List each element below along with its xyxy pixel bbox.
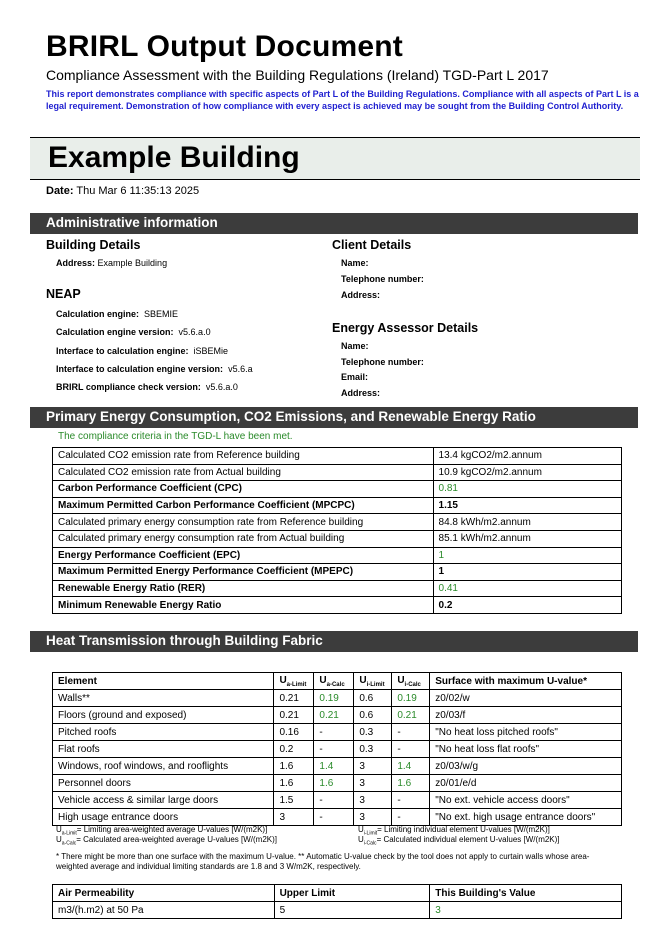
compliance-status: The compliance criteria in the TGD-L have been met.	[58, 431, 293, 442]
building-address	[56, 258, 167, 268]
cell: Windows, roof windows, and rooflights	[53, 758, 274, 775]
client-details-heading: Client Details	[332, 238, 412, 252]
neap-item	[56, 364, 253, 374]
table-row	[53, 464, 622, 481]
air-permeability-table	[52, 884, 622, 919]
section-header-fabric	[30, 631, 638, 652]
u-symbol: U	[397, 674, 405, 686]
u-symbol: U	[56, 825, 62, 834]
cell: 3	[354, 758, 392, 775]
legend-text: = Limiting individual element U-values [W/(m2K)]	[377, 825, 550, 834]
u-symbol: U	[279, 674, 287, 686]
col-header: Element	[53, 673, 274, 690]
table-row	[53, 481, 622, 498]
field-label: Telephone number:	[341, 274, 424, 284]
u-symbol: U	[358, 835, 364, 844]
cell: 0.21	[392, 707, 430, 724]
cell: "No heat loss pitched roofs"	[430, 724, 622, 741]
cell: z0/02/w	[430, 690, 622, 707]
u-subscript: i-Limit	[366, 681, 385, 688]
cell: -	[314, 809, 354, 826]
cell: m3/(h.m2) at 50 Pa	[53, 902, 275, 919]
assessor-name-label	[341, 341, 369, 351]
u-subscript: a-Calc	[61, 840, 77, 847]
cell: 1.4	[314, 758, 354, 775]
row-label: Energy Performance Coefficient (EPC)	[53, 547, 434, 564]
table-row	[53, 792, 622, 809]
cell: 0.3	[354, 724, 392, 741]
cell: 1.6	[314, 775, 354, 792]
table-row	[53, 741, 622, 758]
cell: 3	[274, 809, 314, 826]
cell: 0.19	[392, 690, 430, 707]
neap-label: Calculation engine:	[56, 309, 140, 319]
table-row	[53, 514, 622, 531]
energy-table	[52, 447, 622, 614]
col-header: Upper Limit	[274, 885, 430, 902]
assessor-address-label	[341, 388, 380, 398]
building-title-band	[30, 138, 640, 179]
table-header-row	[53, 673, 622, 690]
col-header	[354, 673, 392, 690]
cell: 0.19	[314, 690, 354, 707]
neap-value: v5.6.a.0	[205, 382, 238, 392]
u-subscript: i-Calc	[363, 840, 377, 847]
neap-value: iSBEMie	[193, 346, 229, 356]
assessor-phone-label	[341, 357, 424, 367]
table-row	[53, 690, 622, 707]
cell: Flat roofs	[53, 741, 274, 758]
cell: 1.6	[274, 758, 314, 775]
field-label: Name:	[341, 258, 369, 268]
document-subtitle: Compliance Assessment with the Building Regulations (Ireland) TGD-Part L 2017	[46, 67, 549, 83]
cell: -	[314, 741, 354, 758]
neap-label: Interface to calculation engine version:	[56, 364, 224, 374]
section-header-admin	[30, 213, 638, 234]
u-subscript: a-Limit	[286, 681, 307, 688]
building-details-heading: Building Details	[46, 238, 141, 252]
neap-item	[56, 382, 238, 392]
field-label: Address:	[341, 290, 381, 300]
section-title: Administrative information	[46, 215, 218, 230]
section-title: Heat Transmission through Building Fabric	[46, 633, 323, 648]
col-header: Surface with maximum U-value*	[430, 673, 622, 690]
document-title: BRIRL Output Document	[46, 30, 403, 63]
field-label: Email:	[341, 372, 369, 382]
row-label: Renewable Energy Ratio (RER)	[53, 580, 434, 597]
table-header-row	[53, 885, 622, 902]
row-value: 10.9 kgCO2/m2.annum	[433, 464, 621, 481]
col-header	[314, 673, 354, 690]
row-label: Calculated CO2 emission rate from Actual building	[53, 464, 434, 481]
row-value: 85.1 kWh/m2.annum	[433, 530, 621, 547]
neap-item	[56, 309, 178, 319]
neap-item	[56, 346, 228, 356]
assessor-details-heading: Energy Assessor Details	[332, 321, 479, 335]
row-value: 13.4 kgCO2/m2.annum	[433, 448, 621, 465]
compliance-notice: This report demonstrates compliance with specific aspects of Part L of the Building Regulations. Compliance with all aspects of Part L is a legal requirement. Demonstration of how compliance with every aspect is achieved may be sought from the Building Control Authority.	[46, 89, 639, 111]
cell: -	[314, 724, 354, 741]
cell: 0.21	[274, 690, 314, 707]
cell: "No ext. vehicle access doors"	[430, 792, 622, 809]
row-value: 84.8 kWh/m2.annum	[433, 514, 621, 531]
cell: 0.6	[354, 690, 392, 707]
row-value: 1	[433, 547, 621, 564]
cell: z0/03/w/g	[430, 758, 622, 775]
cell: 3	[354, 809, 392, 826]
cell: 0.3	[354, 741, 392, 758]
table-row	[53, 564, 622, 581]
row-label: Calculated primary energy consumption rate from Actual building	[53, 530, 434, 547]
table-row	[53, 497, 622, 514]
address-value: Example Building	[97, 258, 168, 268]
cell: -	[314, 792, 354, 809]
cell: 1.6	[392, 775, 430, 792]
table-row	[53, 809, 622, 826]
row-label: Minimum Renewable Energy Ratio	[53, 597, 434, 614]
table-row	[53, 775, 622, 792]
neap-value: v5.6.a.0	[178, 327, 211, 337]
section-header-energy	[30, 407, 638, 428]
fabric-footnote: * There might be more than one surface with the maximum U-value. ** Automatic U-value check by the tool does not apply to curtain walls whose area-weighted average and individual limiting standards are 1.8 and 3 W/m2K, respectively.	[56, 852, 590, 871]
neap-value: v5.6.a	[228, 364, 253, 374]
cell: Walls**	[53, 690, 274, 707]
cell: 1.5	[274, 792, 314, 809]
cell: 0.6	[354, 707, 392, 724]
cell: 1.4	[392, 758, 430, 775]
row-label: Maximum Permitted Carbon Performance Coefficient (MPCPC)	[53, 497, 434, 514]
cell: "No ext. high usage entrance doors"	[430, 809, 622, 826]
row-value: 1	[433, 564, 621, 581]
cell: 0.16	[274, 724, 314, 741]
cell: Pitched roofs	[53, 724, 274, 741]
row-label: Maximum Permitted Energy Performance Coefficient (MPEPC)	[53, 564, 434, 581]
field-label: Telephone number:	[341, 357, 424, 367]
u-subscript: i-Calc	[404, 681, 421, 688]
col-header	[274, 673, 314, 690]
fabric-table	[52, 672, 622, 826]
neap-label: Interface to calculation engine:	[56, 346, 189, 356]
date-label: Date:	[46, 185, 74, 197]
table-row	[53, 580, 622, 597]
col-header	[392, 673, 430, 690]
cell: High usage entrance doors	[53, 809, 274, 826]
neap-item	[56, 327, 211, 337]
legend-text: = Calculated individual element U-values [W/(m2K)]	[376, 835, 560, 844]
cell: 1.6	[274, 775, 314, 792]
legend-text: = Calculated area-weighted average U-values [W/(m2K)]	[76, 835, 277, 844]
building-name: Example Building	[48, 141, 300, 174]
section-title: Primary Energy Consumption, CO2 Emissions, and Renewable Energy Ratio	[46, 409, 536, 424]
cell: 3	[354, 792, 392, 809]
cell: -	[392, 724, 430, 741]
cell: 0.2	[274, 741, 314, 758]
cell: -	[392, 741, 430, 758]
table-row	[53, 758, 622, 775]
client-name-label	[341, 258, 369, 268]
legend-ua-calc	[56, 835, 277, 849]
cell: "No heat loss flat roofs"	[430, 741, 622, 758]
divider	[30, 179, 640, 180]
address-label: Address:	[56, 258, 96, 268]
u-symbol: U	[56, 835, 62, 844]
date-value: Thu Mar 6 11:35:13 2025	[76, 185, 200, 197]
row-label: Carbon Performance Coefficient (CPC)	[53, 481, 434, 498]
field-label: Name:	[341, 341, 369, 351]
col-header: Air Permeability	[53, 885, 275, 902]
table-row	[53, 597, 622, 614]
cell: z0/01/e/d	[430, 775, 622, 792]
cell: -	[392, 792, 430, 809]
neap-label: BRIRL compliance check version:	[56, 382, 201, 392]
client-address-label	[341, 290, 380, 300]
neap-value: SBEMIE	[144, 309, 179, 319]
row-value: 0.81	[433, 481, 621, 498]
cell: Floors (ground and exposed)	[53, 707, 274, 724]
field-label: Address:	[341, 388, 381, 398]
neap-heading: NEAP	[46, 287, 81, 301]
table-row	[53, 448, 622, 465]
cell: Vehicle access & similar large doors	[53, 792, 274, 809]
row-label: Calculated CO2 emission rate from Reference building	[53, 448, 434, 465]
table-row	[53, 547, 622, 564]
assessor-email-label	[341, 372, 368, 382]
legend-ui-calc	[358, 835, 560, 849]
u-symbol: U	[319, 674, 327, 686]
table-row	[53, 902, 622, 919]
table-row	[53, 707, 622, 724]
row-value: 0.2	[433, 597, 621, 614]
row-value: 0.41	[433, 580, 621, 597]
u-subscript: a-Limit	[61, 830, 77, 837]
col-header: This Building's Value	[430, 885, 622, 902]
cell: 3	[354, 775, 392, 792]
cell: z0/03/f	[430, 707, 622, 724]
u-subscript: a-Calc	[326, 681, 345, 688]
row-label: Calculated primary energy consumption rate from Reference building	[53, 514, 434, 531]
table-row	[53, 724, 622, 741]
client-phone-label	[341, 274, 424, 284]
cell: 5	[274, 902, 430, 919]
cell: 0.21	[274, 707, 314, 724]
u-subscript: i-Limit	[363, 830, 378, 837]
report-date	[46, 185, 199, 197]
neap-label: Calculation engine version:	[56, 327, 174, 337]
cell: -	[392, 809, 430, 826]
u-symbol: U	[359, 674, 367, 686]
cell: Personnel doors	[53, 775, 274, 792]
table-row	[53, 530, 622, 547]
cell: 0.21	[314, 707, 354, 724]
u-symbol: U	[358, 825, 364, 834]
legend-text: = Limiting area-weighted average U-values [W/(m2K)]	[76, 825, 268, 834]
row-value: 1.15	[433, 497, 621, 514]
cell: 3	[430, 902, 622, 919]
